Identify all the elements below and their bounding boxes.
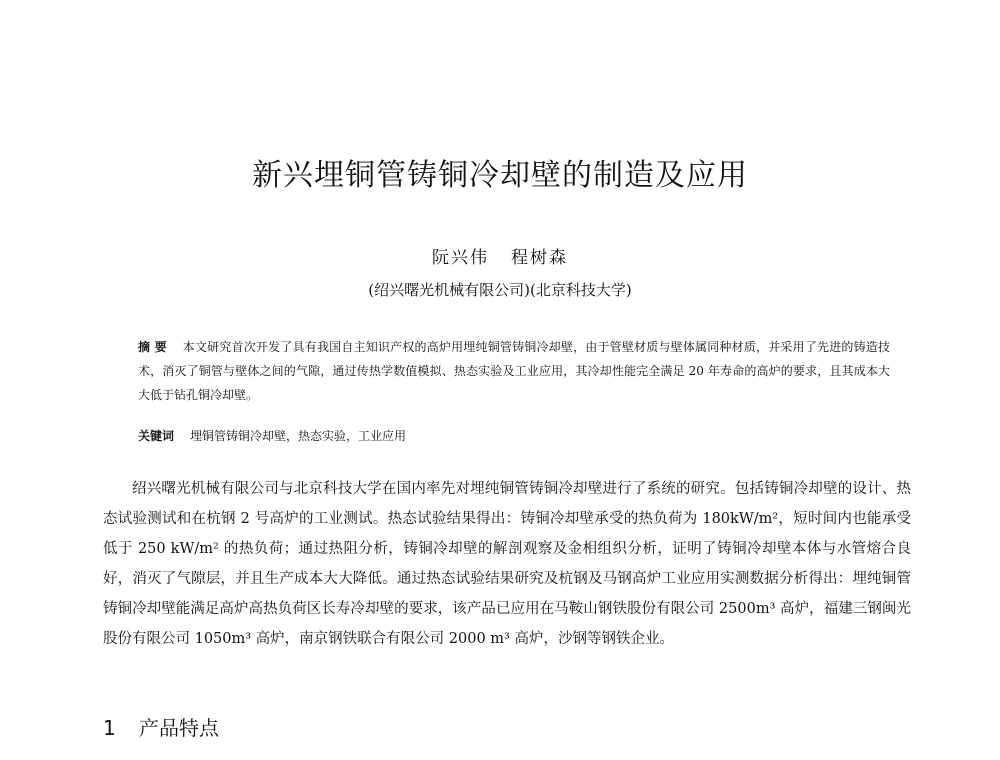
author-affiliation: (绍兴曙光机械有限公司)(北京科技大学) bbox=[368, 281, 632, 299]
section-heading bbox=[103, 712, 219, 741]
author-list bbox=[0, 243, 1000, 268]
abstract-label: 摘 要 bbox=[138, 340, 167, 354]
author-name: 阮兴伟 bbox=[432, 248, 489, 268]
section-number: 1 bbox=[103, 716, 116, 740]
author-name: 程树森 bbox=[511, 248, 568, 268]
body-paragraph: 绍兴曙光机械有限公司与北京科技大学在国内率先对埋纯铜管铸铜冷却壁进行了系统的研究。包括铸铜冷却壁的设计、热态试验测试和在杭钢 2 号高炉的工业测试。热态试验结果得出：铸铜冷却壁承受的热负荷为 180kW/m²，短时间内也能承受低于 250 kW/m² 的热负荷；通过热阻分析，铸铜冷却壁的解剖观察及金相组织分析，证明了铸铜冷却壁本体与水管熔合良好，消灭了气隙层，并且生产成本大大降低。通过热态试验结果研究及杭钢及马钢高炉工业应用实测数据分析得出：埋纯铜管铸铜冷却壁能满足高炉高热负荷区长寿冷却壁的要求，该产品已应用在马鞍山钢铁股份有限公司 2500m³ 高炉，福建三钢闽光股份有限公司 1050m³ 高炉，南京钢铁联合有限公司 2000 m³ 高炉，沙钢等钢铁企业。 bbox=[103, 481, 911, 647]
keywords-label: 关键词 bbox=[138, 429, 175, 443]
keywords-text: 埋铜管铸铜冷却壁，热态实验，工业应用 bbox=[190, 429, 407, 443]
keywords-block bbox=[138, 424, 890, 448]
paper-title: 新兴埋铜管铸铜冷却壁的制造及应用 bbox=[252, 158, 748, 193]
abstract-block bbox=[138, 335, 890, 407]
abstract-text: 本文研究首次开发了具有我国自主知识产权的高炉用埋纯铜管铸铜冷却壁，由于管壁材质与壁体属同种材质，并采用了先进的铸造技术，消灭了铜管与壁体之间的气隙，通过传热学数值模拟、热态实验及工业应用，其冷却性能完全满足 20 年寿命的高炉的要求，且其成本大大低于钻孔铜冷却壁。 bbox=[138, 340, 890, 402]
section-title: 产品特点 bbox=[139, 716, 219, 740]
